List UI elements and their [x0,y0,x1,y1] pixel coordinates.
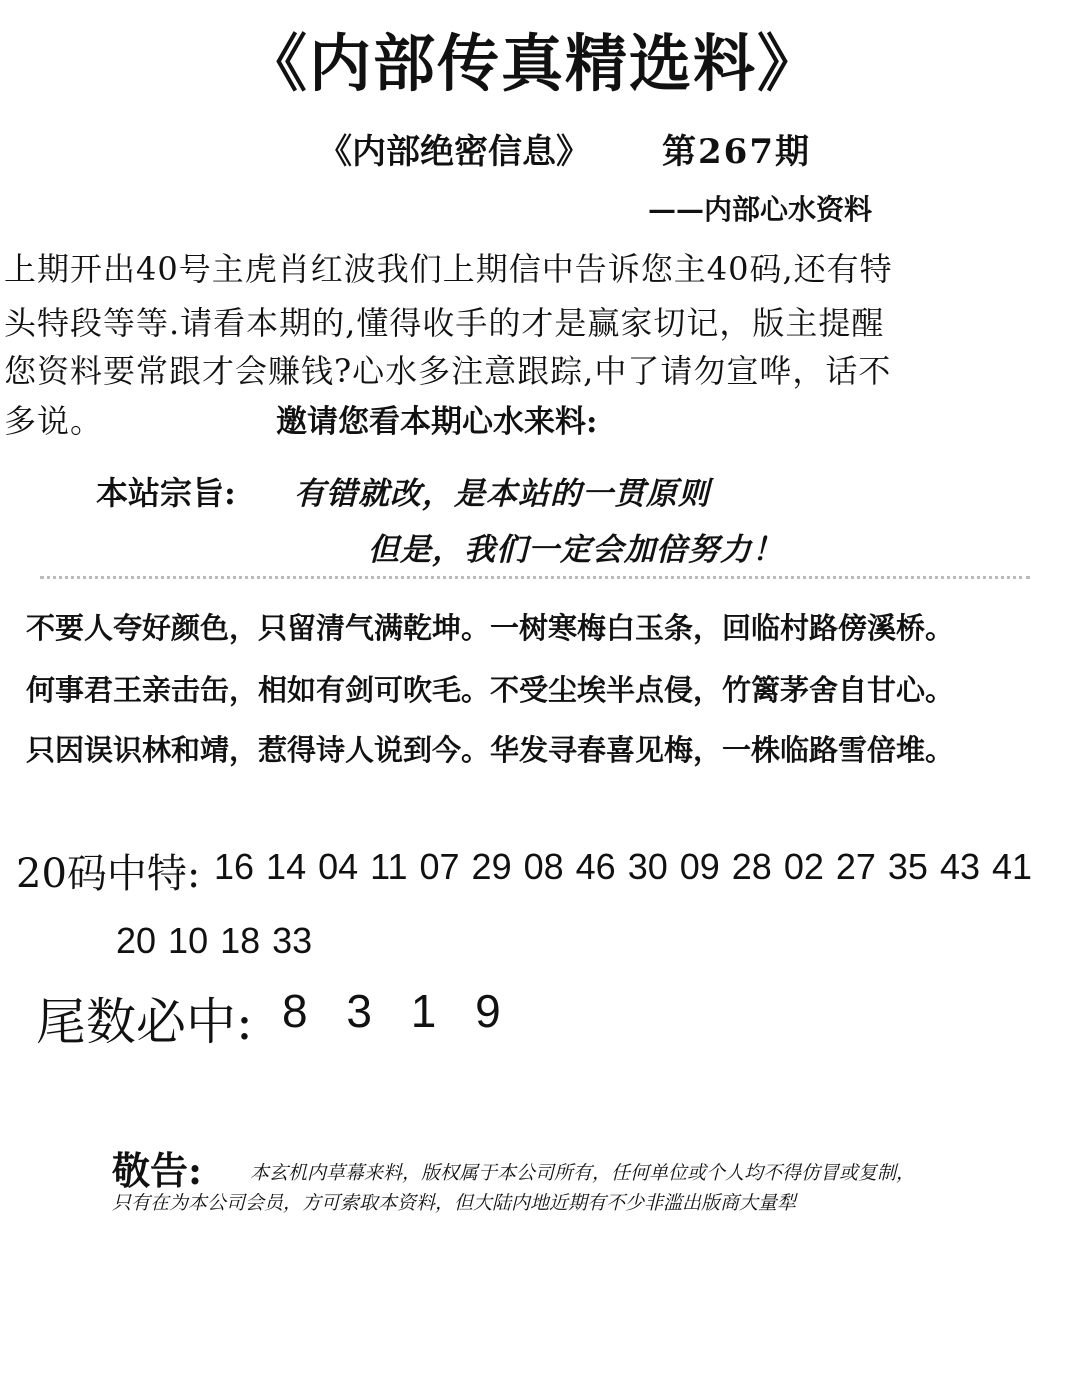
motto-line-1: 有错就改，是本站的一贯原则 [294,476,710,512]
numbers-line-2: 20 10 18 33 [116,920,313,961]
notice-label: 敬告: [112,1148,203,1193]
poem-line-2: 何事君王亲击缶，相如有剑可吹毛。不受尘埃半点侵，竹篱茅舍自甘心。 [26,673,955,707]
tail-values: 8 3 1 9 [282,985,501,1037]
notice-line-2: 只有在为本公司会员，方可索取本资料，但大陆内地近期有不少非滥出版商大量犁 [112,1192,797,1214]
numbers-line-1: 16 14 04 11 07 29 08 46 30 09 28 02 27 35 43 41 [214,846,1033,887]
intro-line-1: 上期开出40号主虎肖红波我们上期信中告诉您主40码,还有特 [4,250,893,288]
source-note: ——内部心水资料 [648,193,873,226]
numbers-label: 20码中特: [16,851,201,897]
motto-label: 本站宗旨: [96,474,236,512]
notice-line-1: 本玄机内草幕来料，版权属于本公司所有，任何单位或个人均不得仿冒或复制， [250,1162,916,1184]
poem-line-1: 不要人夸好颜色，只留清气满乾坤。一树寒梅白玉条，回临村路傍溪桥。 [26,611,955,645]
page-title: 《内部传真精选料》 [244,27,821,100]
intro-line-3: 您资料要常跟才会赚钱?心水多注意跟踪,中了请勿宣哗，话不 [4,352,892,390]
subtitle: 《内部绝密信息》 [318,132,590,172]
poem-line-3: 只因误识林和靖，惹得诗人说到今。华发寻春喜见梅，一株临路雪倍堆。 [26,733,955,767]
invite-text: 邀请您看本期心水来料: [276,404,598,440]
divider [40,576,1030,579]
issue-number: 第267期 [662,132,811,172]
intro-line-4: 多说。 [4,402,104,440]
tail-label: 尾数必中: [36,993,253,1051]
motto-line-2: 但是，我们一定会加倍努力！ [368,532,784,568]
intro-line-2: 头特段等等.请看本期的,懂得收手的才是赢家切记，版主提醒 [4,304,885,342]
